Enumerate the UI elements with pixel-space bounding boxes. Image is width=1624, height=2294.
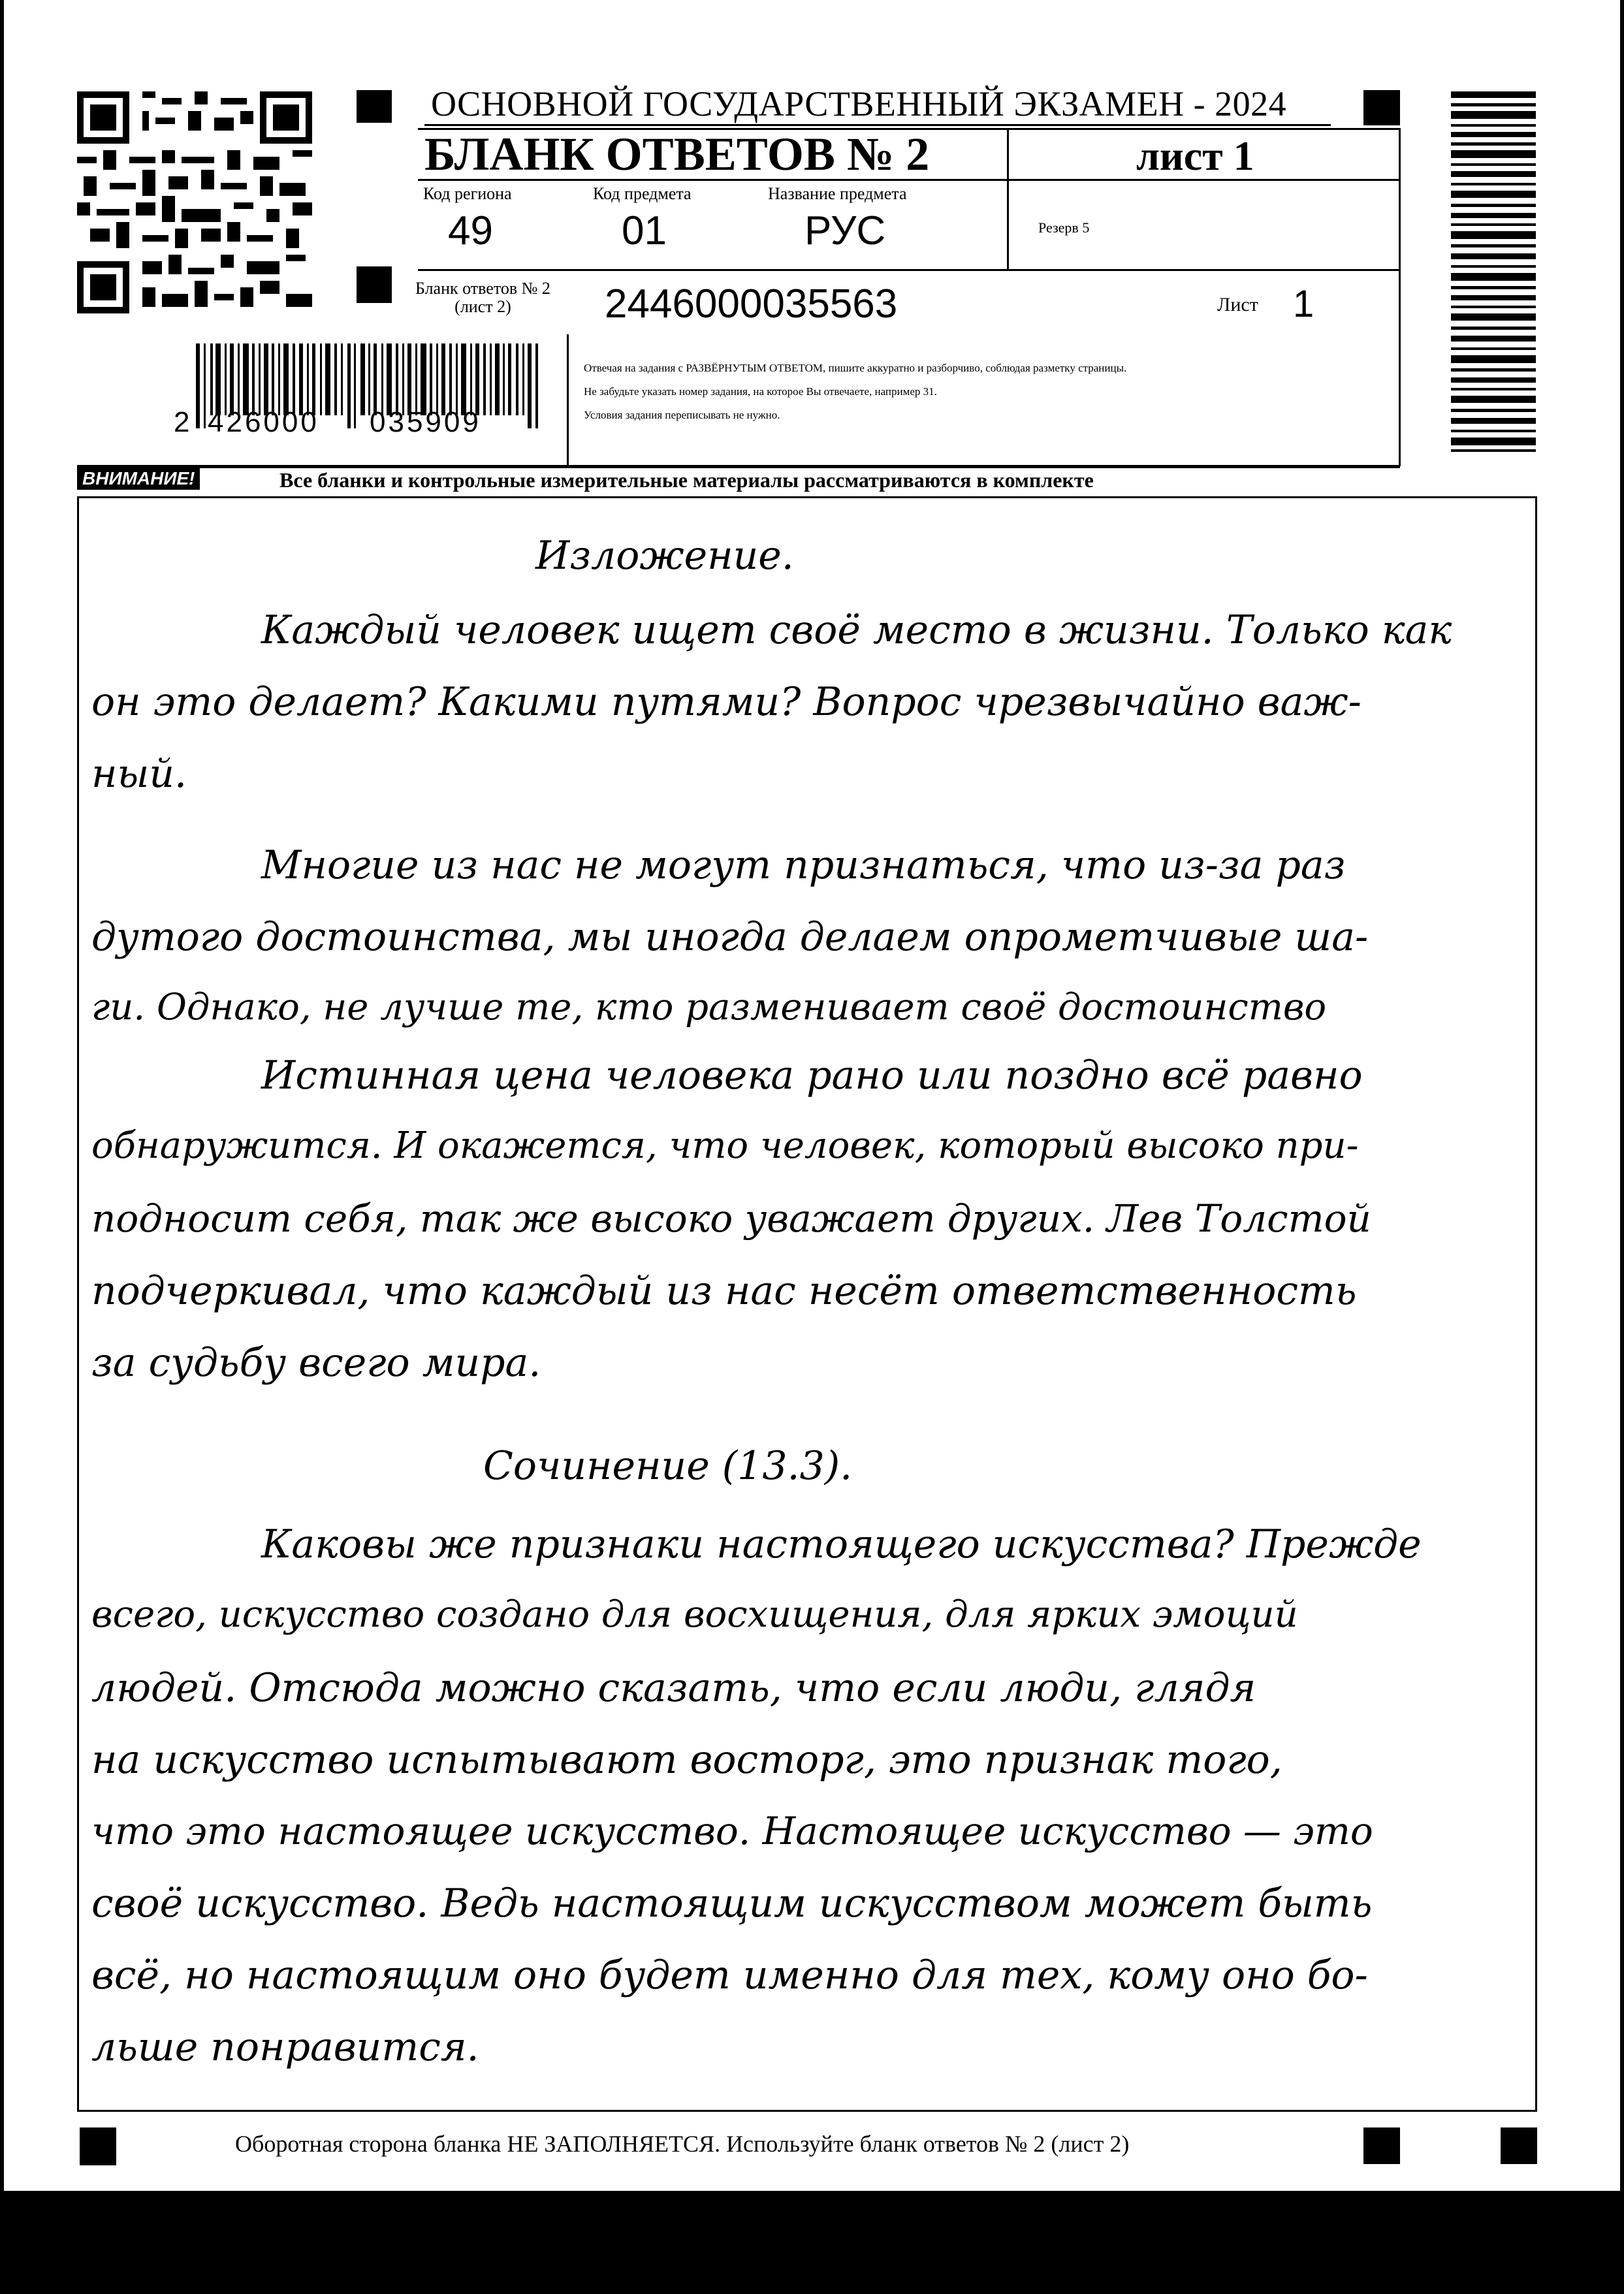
answer-line: ги. Однако, не лучше те, кто разменивает своё достоинство bbox=[91, 986, 1327, 1028]
answer-line: за судьбу всего мира. bbox=[91, 1340, 541, 1386]
scan-bottom-band bbox=[0, 2191, 1624, 2294]
answer-line: льше понравится. bbox=[91, 2024, 479, 2070]
answer-line: подчеркивал, что каждый из нас несёт ответственность bbox=[91, 1268, 1357, 1314]
answer-line: что это настоящее искусство. Настоящее искусство — это bbox=[91, 1809, 1373, 1853]
region-label: Код региона bbox=[423, 184, 512, 203]
subject-code-label: Код предмета bbox=[593, 184, 692, 203]
answer-line: людей. Отсюда можно сказать, что если люди, глядя bbox=[91, 1665, 1256, 1711]
region-value: 49 bbox=[448, 208, 493, 253]
instruction-line-3: Условия задания переписывать не нужно. bbox=[584, 409, 780, 421]
alignment-marker bbox=[357, 90, 392, 123]
alignment-marker bbox=[1363, 90, 1400, 125]
side-barcode bbox=[1451, 91, 1536, 452]
answer-line: подносит себя, так же высоко уважает других. Лев Толстой bbox=[91, 1196, 1371, 1241]
reserve-label: Резерв 5 bbox=[1038, 219, 1090, 236]
sheet-label: Лист bbox=[1217, 294, 1258, 315]
form-ref-value: 2446000035563 bbox=[605, 281, 898, 327]
alignment-marker bbox=[1501, 2127, 1537, 2164]
header-rule-lower bbox=[418, 269, 1400, 271]
footer-note: Оборотная сторона бланка НЕ ЗАПОЛНЯЕТСЯ. Используйте бланк ответов № 2 (лист 2) bbox=[235, 2131, 1130, 2157]
subject-code-value: 01 bbox=[622, 208, 667, 253]
notice-badge: ВНИМАНИЕ! bbox=[77, 468, 200, 490]
alignment-marker bbox=[357, 266, 392, 303]
instruction-line-2: Не забудьте указать номер задания, на которое Вы отвечаете, например 31. bbox=[584, 385, 937, 398]
subject-name-label: Название предмета bbox=[768, 184, 907, 203]
barcode-digit-3: 035909 bbox=[370, 406, 481, 438]
exam-title-underline bbox=[424, 124, 1331, 126]
answer-line: он это делает? Какими путями? Вопрос чрезвычайно важ- bbox=[91, 679, 1361, 725]
form-ref-label bbox=[415, 279, 550, 316]
answer-heading-izlozhenie: Изложение. bbox=[535, 533, 794, 579]
barcode-digit-1: 2 bbox=[174, 406, 190, 438]
qr-code bbox=[77, 91, 312, 313]
answer-line: дутого достоинства, мы иногда делаем опрометчивые ша- bbox=[91, 914, 1369, 960]
answer-line: своё искусство. Ведь настоящим искусством может быть bbox=[91, 1881, 1373, 1926]
alignment-marker bbox=[1363, 2127, 1400, 2164]
instructions-divider-vertical bbox=[567, 334, 569, 465]
notice-text: Все бланки и контрольные измерительные материалы рассматриваются в комплекте bbox=[279, 468, 1094, 492]
instruction-line-1: Отвечая на задания с РАЗВЁРНУТЫМ ОТВЕТОМ, пишите аккуратно и разборчиво, соблюдая разметку страницы. bbox=[584, 362, 1127, 374]
answer-line: ный. bbox=[91, 751, 187, 797]
answer-line: обнаружится. И окажется, что человек, который высоко при- bbox=[91, 1124, 1359, 1167]
sheet-title: лист 1 bbox=[1136, 133, 1254, 179]
answer-line: Многие из нас не могут признаться, что из-за раз bbox=[261, 842, 1346, 888]
header-right-border bbox=[1399, 128, 1401, 466]
form-ref-label-line2: (лист 2) bbox=[454, 297, 511, 316]
answer-line: всего, искусство создано для восхищения, для ярких эмоций bbox=[91, 1593, 1298, 1636]
sheet-value: 1 bbox=[1293, 283, 1314, 325]
subject-name-value: РУС bbox=[804, 208, 886, 253]
answer-line: Каждый человек ищет своё место в жизни. Только как bbox=[261, 607, 1452, 653]
form-title: БЛАНК ОТВЕТОВ № 2 bbox=[424, 128, 930, 180]
answer-heading-sochinenie: Сочинение (13.3). bbox=[483, 1443, 853, 1489]
answer-line: на искусство испытывают восторг, это признак того, bbox=[91, 1737, 1282, 1783]
barcode-digit-2: 426000 bbox=[208, 406, 319, 438]
alignment-marker bbox=[80, 2127, 116, 2165]
answer-line: Каковы же признаки настоящего искусства? Прежде bbox=[261, 1521, 1422, 1567]
header-divider-vertical bbox=[1007, 128, 1009, 270]
exam-title: ОСНОВНОЙ ГОСУДАРСТВЕННЫЙ ЭКЗАМЕН - 2024 bbox=[431, 84, 1287, 123]
form-ref-label-line1: Бланк ответов № 2 bbox=[415, 279, 550, 298]
answer-line: всё, но настоящим оно будет именно для тех, кому оно бо- bbox=[91, 1952, 1368, 1998]
answer-line: Истинная цена человека рано или поздно всё равно bbox=[261, 1053, 1363, 1098]
